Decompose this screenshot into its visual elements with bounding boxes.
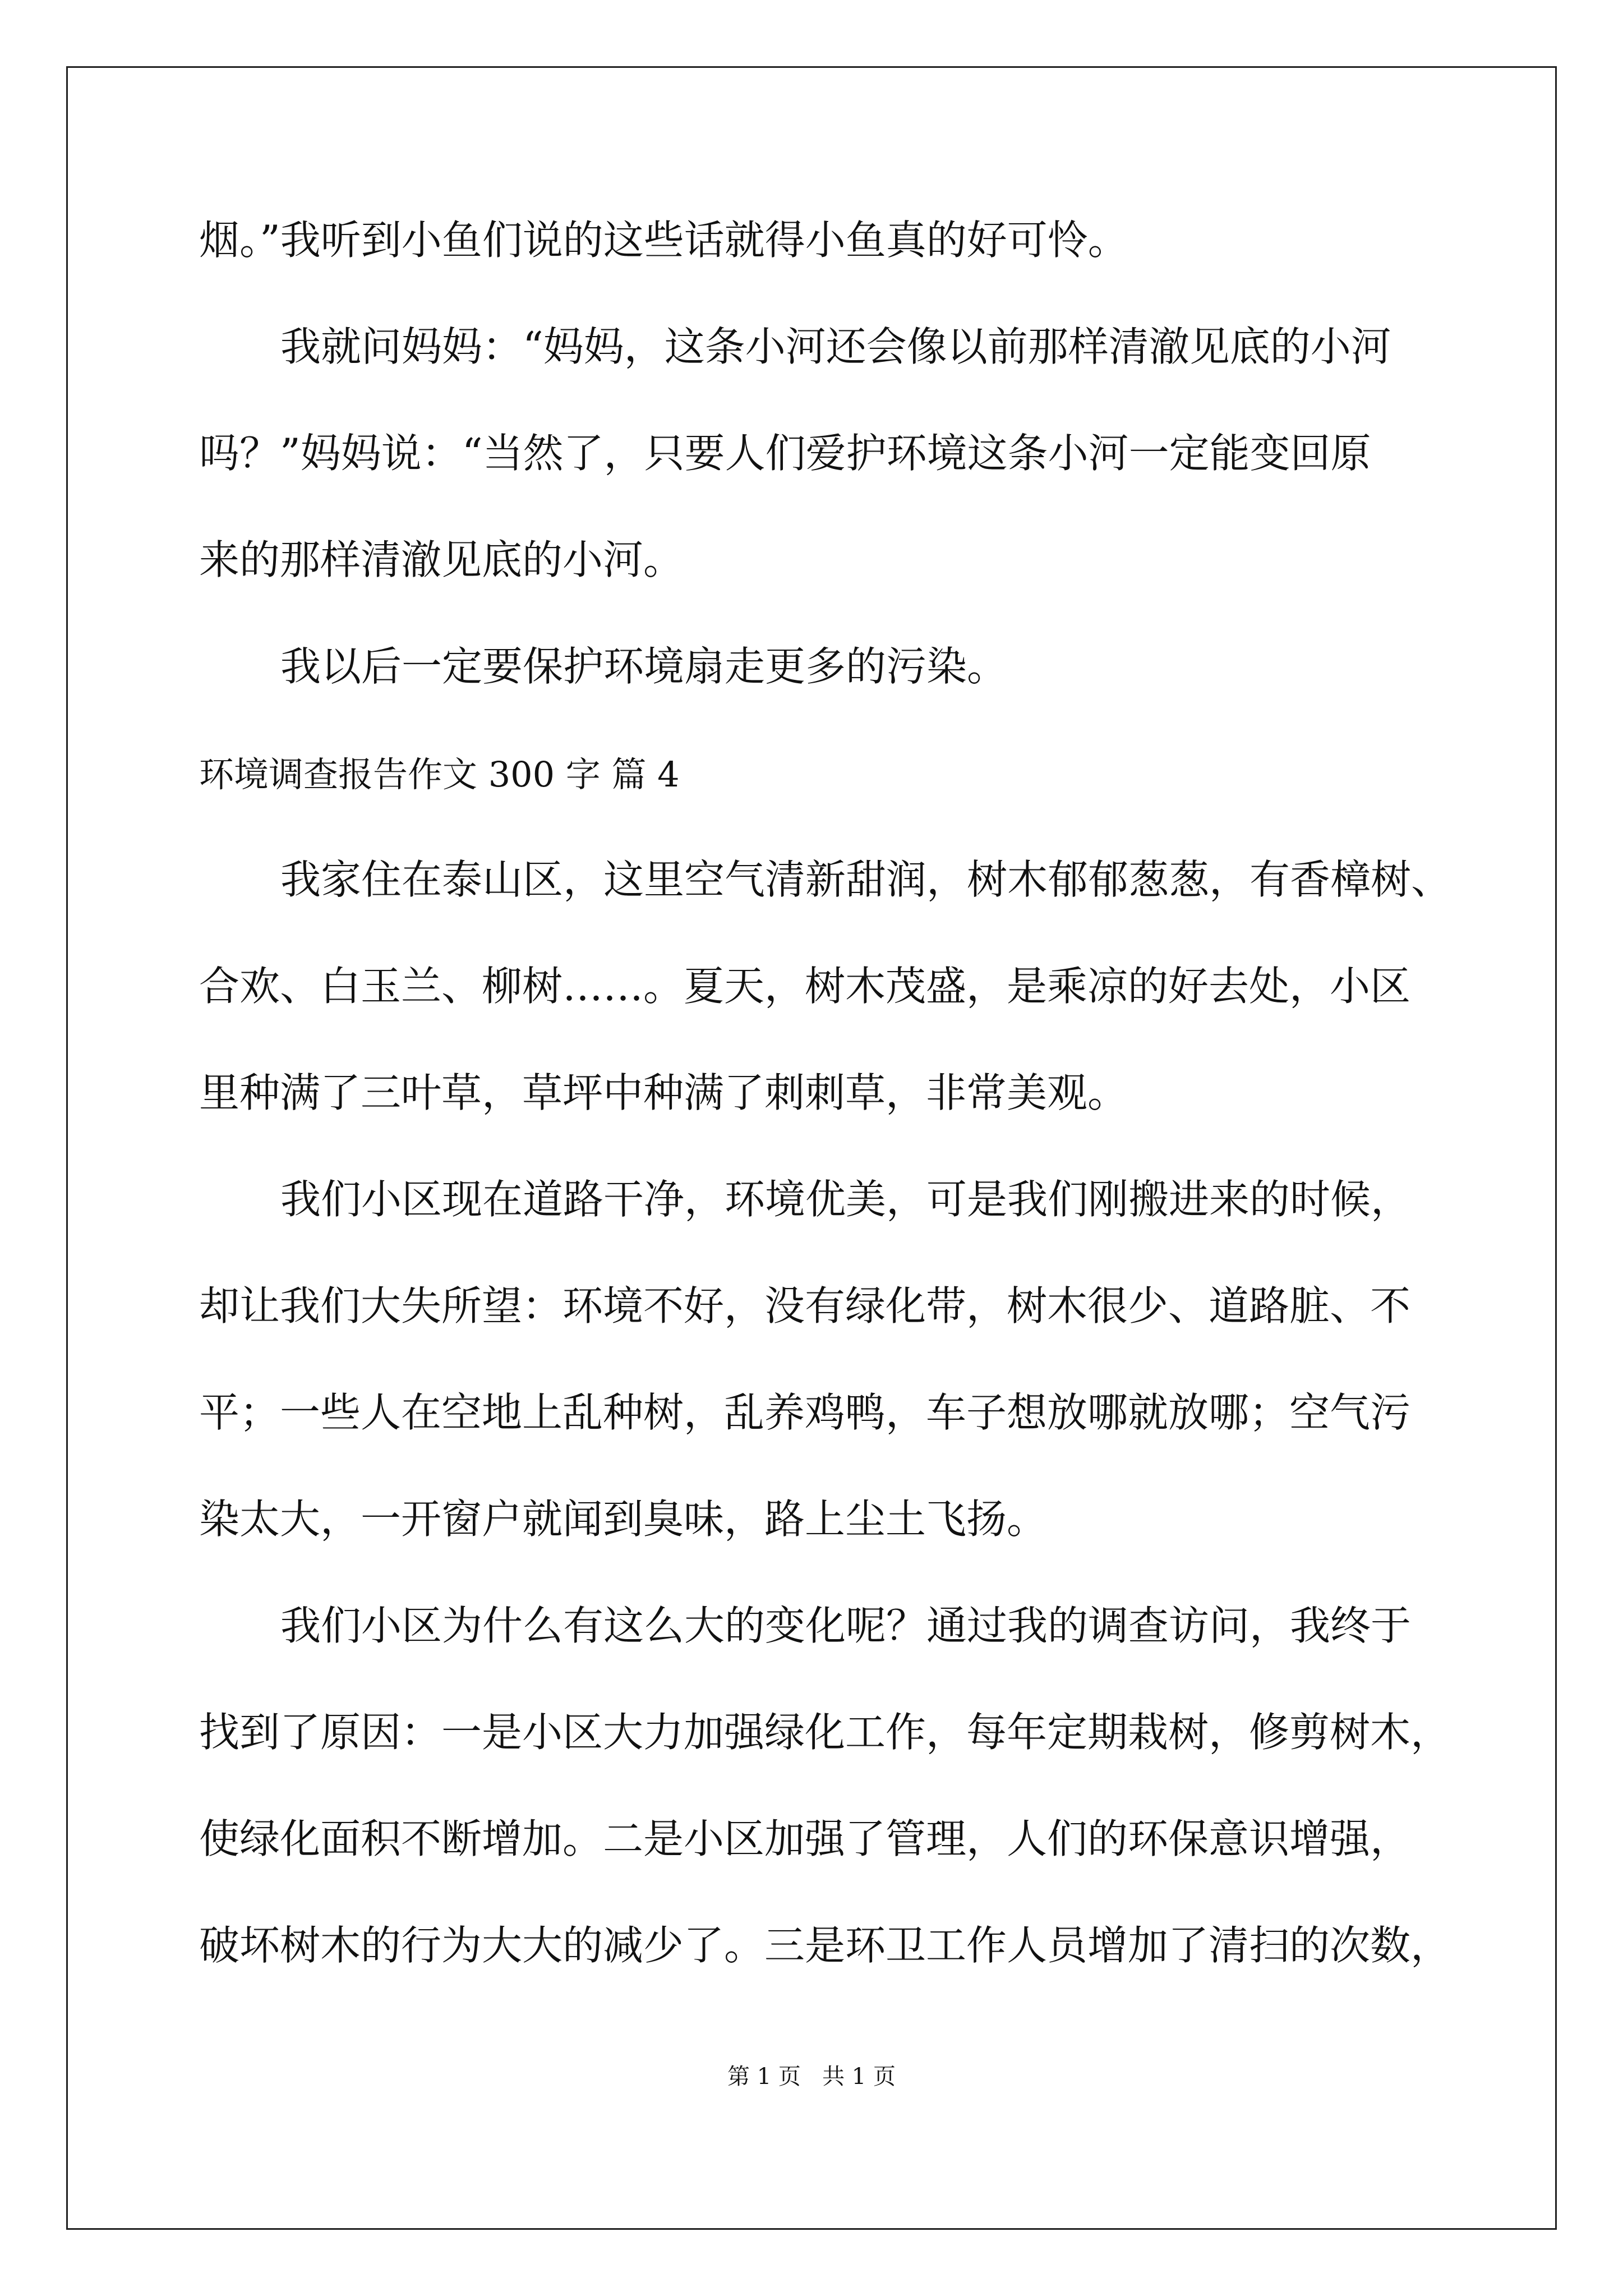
body-line-2: 我就问妈妈：“妈妈，这条小河还会像以前那样清澈见底的小河 (280, 323, 1391, 370)
body-line-5: 我以后一定要保护环境扇走更多的污染。 (280, 643, 1008, 690)
body-line-1: 烟。”我听到小鱼们说的这些话就得小鱼真的好可怜。 (199, 217, 1128, 264)
body-line-14: 我们小区为什么有这么大的变化呢？通过我的调查访问，我终于 (280, 1602, 1412, 1649)
body-line-10: 我们小区现在道路干净，环境优美，可是我们刚搬进来的时候， (280, 1176, 1412, 1223)
body-line-3: 吗？”妈妈说：“当然了，只要人们爱护环境这条小河一定能变回原 (199, 430, 1371, 477)
page-number-footer: 第 1 页 共 1 页 (727, 2064, 896, 2090)
body-line-15: 找到了原因：一是小区大力加强绿化工作，每年定期栽树，修剪树木， (199, 1709, 1451, 1756)
body-line-9: 里种满了三叶草，草坪中种满了刺刺草，非常美观。 (199, 1069, 1128, 1116)
body-line-8: 合欢、白玉兰、柳树……。夏天，树木茂盛，是乘凉的好去处，小区 (199, 963, 1411, 1010)
body-line-7: 我家住在泰山区，这里空气清新甜润，树木郁郁葱葱，有香樟树、 (280, 856, 1452, 903)
page-border (66, 66, 1557, 2230)
body-line-11: 却让我们大失所望：环境不好，没有绿化带，树木很少、道路脏、不 (199, 1282, 1411, 1329)
body-line-13: 染太大，一开窗户就闻到臭味，路上尘土飞扬。 (199, 1496, 1048, 1543)
body-line-16: 使绿化面积不断增加。二是小区加强了管理，人们的环保意识增强， (199, 1815, 1411, 1862)
body-line-4: 来的那样清澈见底的小河。 (199, 536, 684, 583)
body-line-12: 平；一些人在空地上乱种树，乱养鸡鸭，车子想放哪就放哪；空气污 (199, 1389, 1411, 1436)
section-heading: 环境调查报告作文 300 字 篇 4 (199, 754, 680, 795)
body-line-17: 破坏树木的行为大大的减少了。三是环卫工作人员增加了清扫的次数， (199, 1922, 1451, 1969)
